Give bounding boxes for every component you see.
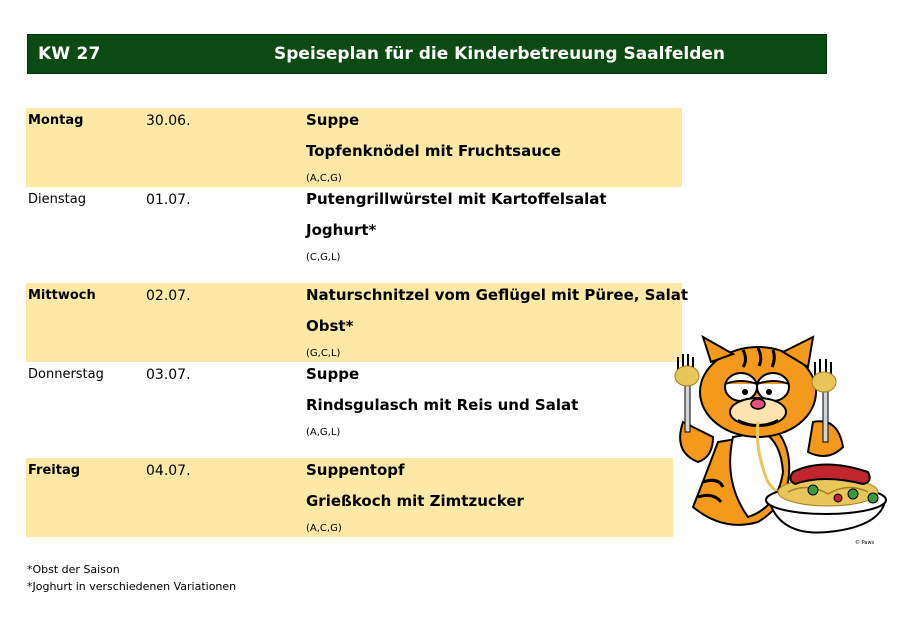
allergen-codes: (C,G,L) bbox=[306, 252, 341, 263]
day-name: Donnerstag bbox=[28, 367, 104, 382]
allergen-codes: (A,G,L) bbox=[306, 427, 341, 438]
day-row-thursday bbox=[26, 362, 682, 458]
day-row-friday bbox=[26, 458, 673, 537]
dish-secondary: Joghurt* bbox=[306, 221, 377, 239]
day-date: 04.07. bbox=[146, 463, 191, 479]
day-row-wednesday bbox=[26, 283, 689, 362]
dish-primary: Putengrillwürstel mit Kartoffelsalat bbox=[306, 190, 607, 208]
week-label: KW 27 bbox=[38, 44, 101, 64]
day-name: Freitag bbox=[28, 463, 81, 478]
day-name: Montag bbox=[28, 113, 84, 128]
page-title: Speiseplan für die Kinderbetreuung Saalfelden bbox=[274, 44, 726, 64]
menu-header bbox=[27, 34, 827, 74]
allergen-codes: (G,C,L) bbox=[306, 348, 341, 359]
dish-secondary: Rindsgulasch mit Reis und Salat bbox=[306, 396, 579, 414]
footnote-yogurt: *Joghurt in verschiedenen Variationen bbox=[27, 580, 237, 593]
day-name: Dienstag bbox=[28, 192, 86, 207]
allergen-codes: (A,C,G) bbox=[306, 523, 342, 534]
dish-primary: Suppe bbox=[306, 111, 360, 129]
svg-text:© Paws: © Paws bbox=[855, 540, 875, 546]
day-row-tuesday bbox=[26, 187, 682, 283]
cartoon-cat-eating-spaghetti-illustration bbox=[663, 332, 893, 552]
day-date: 01.07. bbox=[146, 192, 191, 208]
dish-secondary: Grießkoch mit Zimtzucker bbox=[306, 492, 524, 510]
dish-secondary: Topfenknödel mit Fruchtsauce bbox=[306, 142, 561, 160]
dish-primary: Suppe bbox=[306, 365, 360, 383]
allergen-codes: (A,C,G) bbox=[306, 173, 342, 184]
dish-primary: Suppentopf bbox=[306, 461, 405, 479]
day-name: Mittwoch bbox=[28, 288, 96, 303]
day-date: 03.07. bbox=[146, 367, 191, 383]
dish-secondary: Obst* bbox=[306, 317, 354, 335]
day-date: 30.06. bbox=[146, 113, 191, 129]
footnotes bbox=[27, 561, 236, 595]
day-row-monday bbox=[26, 108, 682, 187]
day-date: 02.07. bbox=[146, 288, 191, 304]
dish-primary: Naturschnitzel vom Geflügel mit Püree, Salat bbox=[306, 286, 689, 304]
menu-table bbox=[26, 108, 689, 537]
footnote-fruit: *Obst der Saison bbox=[27, 563, 120, 576]
